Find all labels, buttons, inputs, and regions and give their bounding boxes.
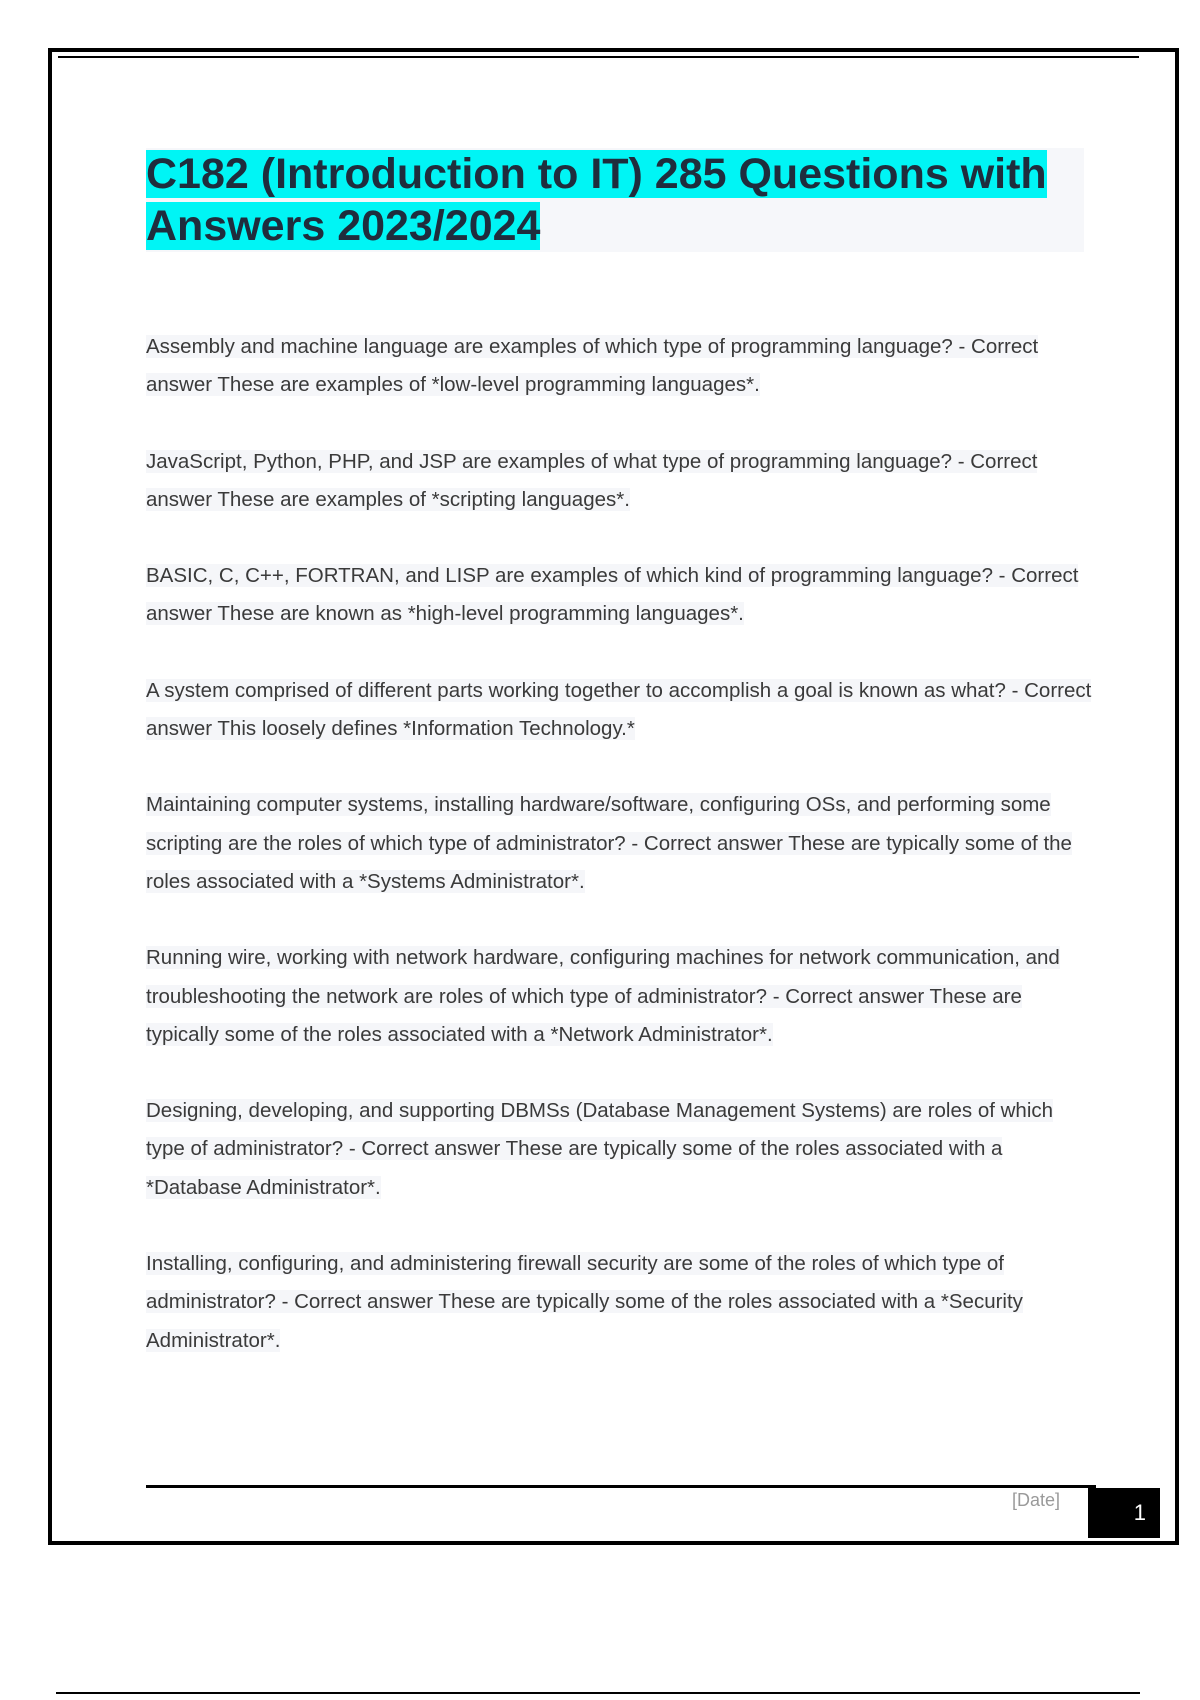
qa-list: [146, 328, 1096, 1398]
page-number: 1: [1088, 1488, 1160, 1538]
footer-rule: [146, 1485, 1096, 1488]
qa-text: JavaScript, Python, PHP, and JSP are examples of what type of programming language? - Correct answer These are examples of *scripting languages*.: [146, 449, 1038, 511]
document-title-text: C182 (Introduction to IT) 285 Questions with Answers 2023/2024: [146, 150, 1047, 250]
qa-item: [146, 786, 1096, 901]
qa-item: [146, 672, 1096, 749]
qa-text: A system comprised of different parts working together to accomplish a goal is known as what? - Correct answer This loosely defines *Information Technology.*: [146, 678, 1092, 741]
qa-item: [146, 1245, 1096, 1360]
qa-item: [146, 443, 1096, 520]
next-page-rule: [56, 1692, 1140, 1694]
qa-item: [146, 328, 1096, 405]
qa-item: [146, 939, 1096, 1054]
page-frame: [48, 48, 1179, 1545]
qa-item: [146, 1092, 1096, 1207]
qa-text: BASIC, C, C++, FORTRAN, and LISP are examples of which kind of programming language? - Correct answer These are known as *high-level programming languages*.: [146, 564, 1079, 626]
header-rule: [58, 56, 1139, 58]
title-block: [146, 148, 1084, 252]
qa-text: Running wire, working with network hardware, configuring machines for network communication, and troubleshooting the network are roles of which type of administrator? - Correct answer These are typically some of the roles associated with a *Network Administrator*.: [146, 946, 1060, 1046]
qa-item: [146, 557, 1096, 634]
document-title: [146, 148, 1084, 252]
qa-text: Maintaining computer systems, installing hardware/software, configuring OSs, and performing some scripting are the roles of which type of administrator? - Correct answer These are typically some of the roles associated with a *Systems Administrator*.: [146, 793, 1072, 893]
qa-text: Designing, developing, and supporting DBMSs (Database Management Systems) are roles of which type of administrator? - Correct answer These are typically some of the roles associated with a *Database Administrator*.: [146, 1099, 1054, 1199]
footer-date: [Date]: [1012, 1490, 1061, 1510]
qa-text: Assembly and machine language are examples of which type of programming language? - Correct answer These are examples of *low-level programming languages*.: [146, 335, 1039, 397]
qa-text: Installing, configuring, and administering firewall security are some of the roles of which type of administrator? - Correct answer These are typically some of the roles associated with a *Security Administrator*.: [146, 1252, 1023, 1352]
